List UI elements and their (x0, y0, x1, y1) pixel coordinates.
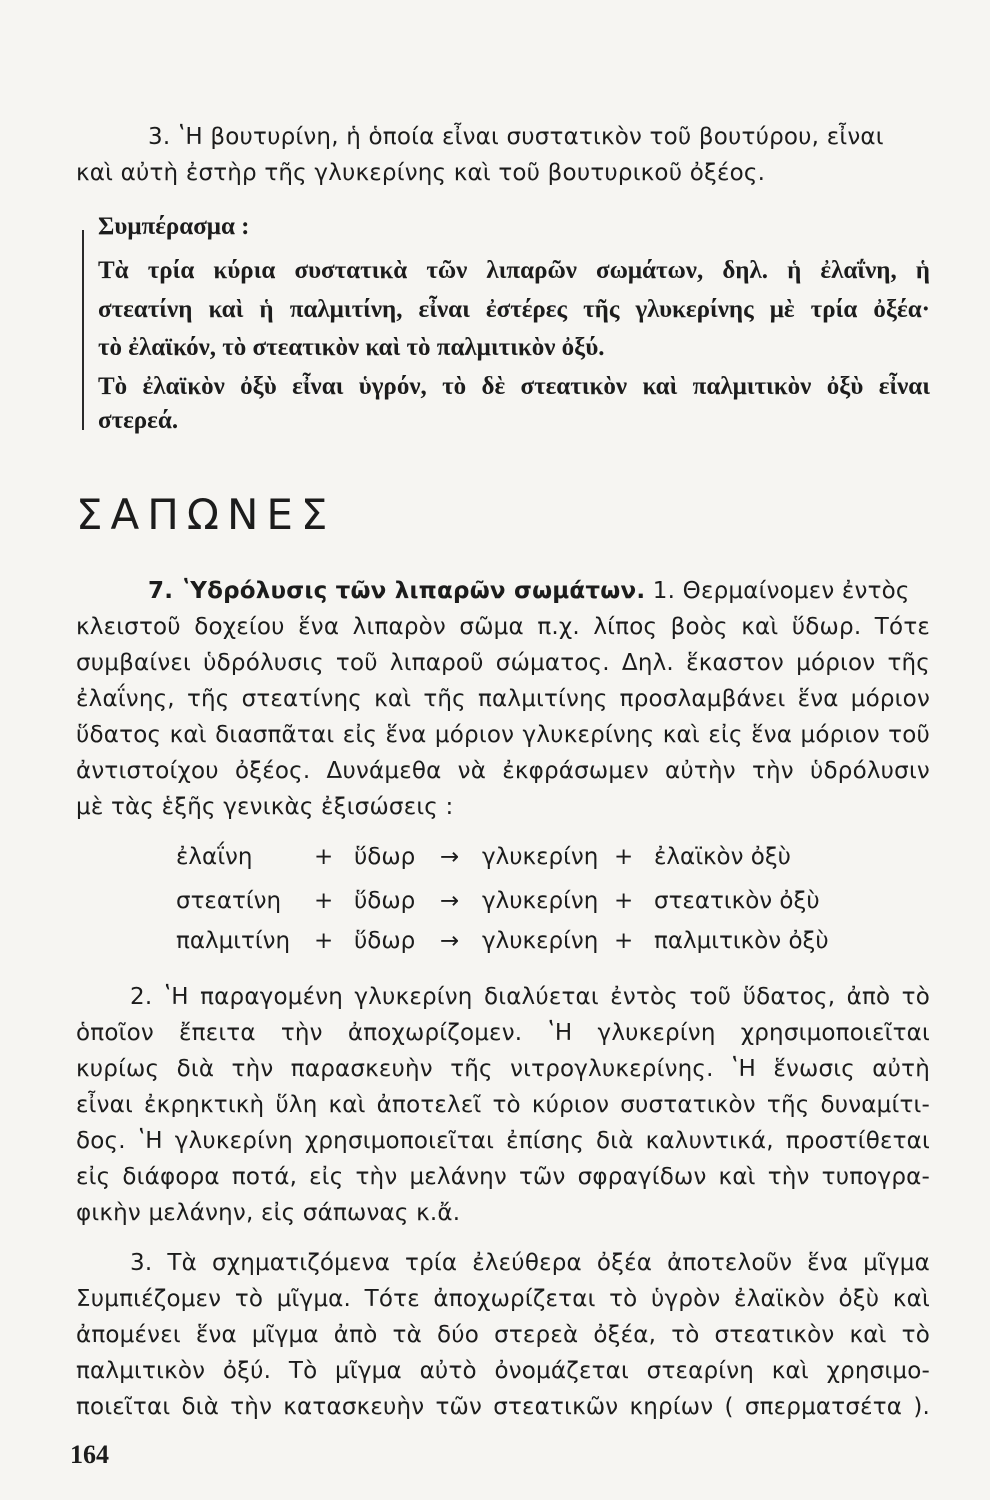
para2-line-5: δος. ʽΗ γλυκερίνη χρησιμοποιεῖται ἐπίσης διὰ καλυντικά, προστίθεται (76, 1128, 930, 1154)
eq2-glycerin: γλυκερίνη (482, 888, 599, 914)
summary-line-1: Τὰ τρία κύρια συστατικὰ τῶν λιπαρῶν σωμάτων, δηλ. ἡ ἐλαΐνη, ἡ (98, 257, 930, 284)
summary-left-rule (82, 230, 84, 430)
section7-line-6: μὲ τὰς ἑξῆς γενικὰς ἐξισώσεις : (76, 794, 454, 820)
para3b-line-2: Συμπιέζομεν τὸ μῖγμα. Τότε ἀποχωρίζεται τὸ ὑγρὸν ἐλαϊκὸν ὀξὺ καὶ (76, 1286, 930, 1312)
eq3-arrow: → (440, 928, 460, 954)
para3b-line-1: 3. Τὰ σχηματιζόμενα τρία ἐλεύθερα ὀξέα ἀποτελοῦν ἕνα μῖγμα (130, 1250, 930, 1276)
section7-title: 7. ʽΥδρόλυσις τῶν λιπαρῶν σωμάτων. (148, 578, 646, 604)
para3b-line-5: ποιεῖται διὰ τὴν κατασκευὴν τῶν στεατικῶν κηρίων ( σπερματσέτα ). (76, 1394, 930, 1420)
section7-line-5: ἀντιστοίχου ὀξέος. Δυνάμεθα νὰ ἐκφράσωμεν αὐτὴν τὴν ὑδρόλυσιν (76, 758, 930, 784)
summary-line-3: τὸ ἐλαϊκόν, τὸ στεατικὸν καὶ τὸ παλμιτικὸν ὀξύ. (98, 334, 605, 361)
summary-line-2: στεατίνη καὶ ἡ παλμιτίνη, εἶναι ἐστέρες τῆς γλυκερίνης μὲ τρία ὀξέα· (98, 296, 930, 323)
para3-line-2: καὶ αὐτὴ ἐστὴρ τῆς γλυκερίνης καὶ τοῦ βουτυρικοῦ ὀξέος. (76, 160, 766, 186)
eq1-plus1: + (314, 844, 334, 870)
eq1-glycerin: γλυκερίνη (482, 844, 599, 870)
summary-title: Συμπέρασμα : (98, 213, 250, 240)
para2-line-1: 2. ʽΗ παραγομένη γλυκερίνη διαλύεται ἐντὸς τοῦ ὕδατος, ἀπὸ τὸ (130, 984, 930, 1010)
section7-line-2: συμβαίνει ὑδρόλυσις τοῦ λιπαροῦ σώματος. Δηλ. ἕκαστον μόριον τῆς (76, 650, 930, 676)
summary-line-5: στερεά. (98, 407, 179, 434)
para3-line-1: 3. ʽΗ βουτυρίνη, ἡ ὁποία εἶναι συστατικὸν τοῦ βουτύρου, εἶναι (148, 124, 884, 150)
para3b-line-4: παλμιτικὸν ὀξύ. Τὸ μῖγμα αὐτὸ ὀνομάζεται στεαρίνη καὶ χρησιμο- (76, 1358, 930, 1384)
summary-line-4: Τὸ ἐλαϊκὸν ὀξὺ εἶναι ὑγρόν, τὸ δὲ στεατικὸν καὶ παλμιτικὸν ὀξὺ εἶναι (98, 373, 930, 400)
eq2-water: ὕδωρ (354, 888, 416, 914)
section7-line-4: ὕδατος καὶ διασπᾶται εἰς ἕνα μόριον γλυκερίνης καὶ εἰς ἕνα μόριον τοῦ (76, 722, 930, 748)
eq1-plus2: + (614, 844, 634, 870)
eq3-glycerin: γλυκερίνη (482, 928, 599, 954)
eq1-acid: ἐλαϊκὸν ὀξὺ (654, 844, 791, 870)
eq3-acid: παλμιτικὸν ὀξὺ (654, 928, 829, 954)
para2-line-2: ὁποῖον ἔπειτα τὴν ἀποχωρίζομεν. ʽΗ γλυκερίνη χρησιμοποιεῖται (76, 1020, 930, 1046)
para2-line-3: κυρίως διὰ τὴν παρασκευὴν τῆς νιτρογλυκερίνης. ʽΗ ἕνωσις αὐτὴ (76, 1056, 930, 1082)
section-heading: ΣΑΠΩΝΕΣ (76, 490, 336, 539)
eq2-plus2: + (614, 888, 634, 914)
eq2-arrow: → (440, 888, 460, 914)
eq3-fat: παλμιτίνη (176, 928, 291, 954)
section7-first-rest: 1. Θερμαίνομεν ἐντὸς (645, 578, 910, 604)
eq1-fat: ἐλαΐνη (176, 844, 253, 870)
section7-line-1: κλειστοῦ δοχείου ἕνα λιπαρὸν σῶμα π.χ. λίπος βοὸς καὶ ὕδωρ. Τότε (76, 614, 930, 640)
eq2-fat: στεατίνη (176, 888, 282, 914)
section7-first-line (148, 580, 910, 603)
para2-line-4: εἶναι ἐκρηκτικὴ ὕλη καὶ ἀποτελεῖ τὸ κύριον συστατικὸν τῆς δυναμίτι- (76, 1092, 930, 1118)
para2-line-7: φικὴν μελάνην, εἰς σάπωνας κ.ἄ. (76, 1200, 461, 1226)
eq1-arrow: → (440, 844, 460, 870)
page-number: 164 (70, 1440, 109, 1469)
eq3-plus1: + (314, 928, 334, 954)
eq2-plus1: + (314, 888, 334, 914)
para2-line-6: εἰς διάφορα ποτά, εἰς τὴν μελάνην τῶν σφραγίδων καὶ τὴν τυπογρα- (76, 1164, 930, 1190)
eq3-water: ὕδωρ (354, 928, 416, 954)
para3b-line-3: ἀπομένει ἕνα μῖγμα ἀπὸ τὰ δύο στερεὰ ὀξέα, τὸ στεατικὸν καὶ τὸ (76, 1322, 930, 1348)
section7-line-3: ἐλαΐνης, τῆς στεατίνης καὶ τῆς παλμιτίνης προσλαμβάνει ἕνα μόριον (76, 686, 930, 712)
eq3-plus2: + (614, 928, 634, 954)
eq1-water: ὕδωρ (354, 844, 416, 870)
eq2-acid: στεατικὸν ὀξὺ (654, 888, 820, 914)
